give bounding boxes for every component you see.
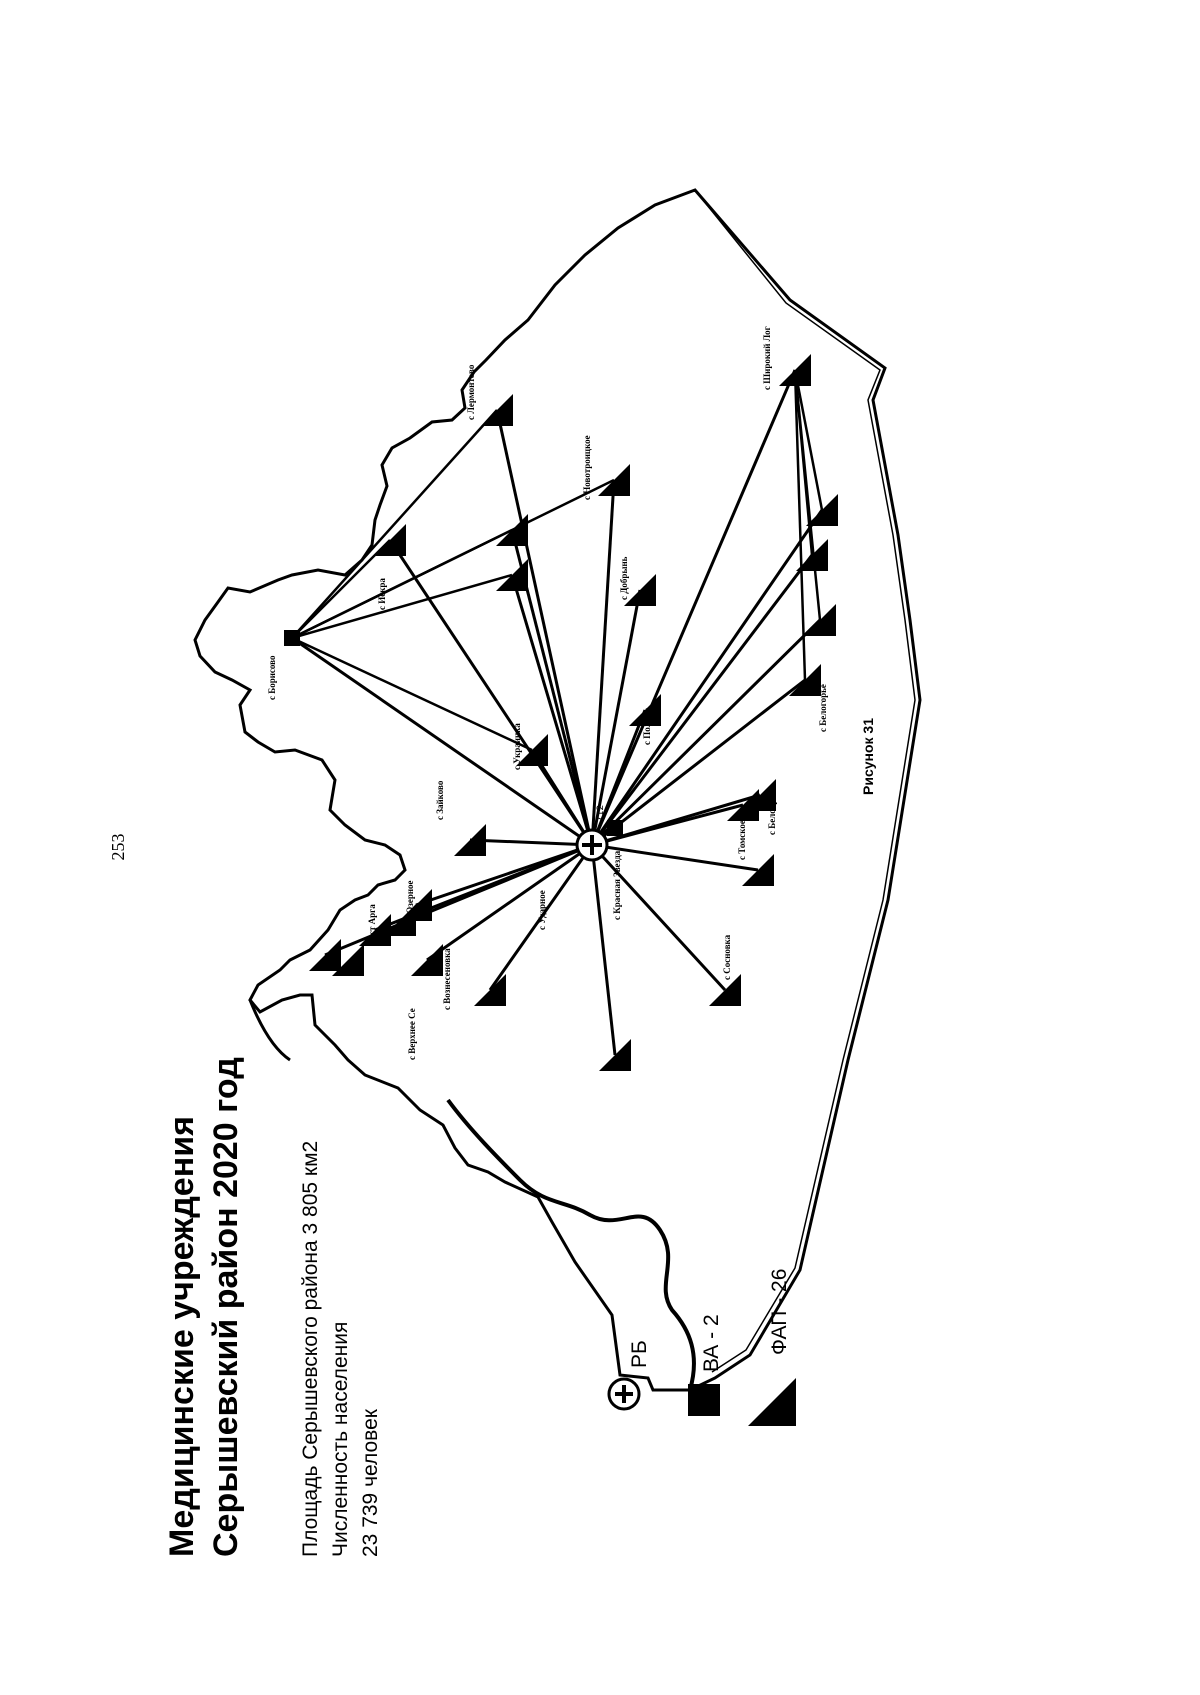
va-legend-icon: [688, 1384, 720, 1416]
river: [448, 1100, 694, 1390]
fap-legend-icon: [748, 1378, 796, 1426]
connection-line: [470, 840, 592, 845]
map-label: ст Арга: [367, 904, 377, 935]
fap-triangle: [481, 394, 513, 426]
map-label: с Зайково: [435, 780, 445, 820]
population-value: 23 739 человек: [359, 1409, 382, 1557]
title-line-2: Серышевский район 2020 год: [207, 1057, 245, 1557]
area-text: Площадь Серышевского района 3 805 км2: [299, 1140, 322, 1557]
connection-line: [416, 845, 592, 905]
fap-triangle: [727, 789, 759, 821]
district-info: [296, 1141, 386, 1557]
map-label: с Белоярово: [767, 785, 777, 835]
fap-triangle: [454, 824, 486, 856]
fap-triangle: [598, 464, 630, 496]
fap-triangle: [806, 494, 838, 526]
fap-triangle: [496, 514, 528, 546]
map-label: с Поляна: [642, 707, 652, 745]
map-label: с Ударное: [537, 890, 547, 930]
connection-line: [497, 410, 592, 845]
fap-triangle: [779, 354, 811, 386]
fap-triangle: [411, 944, 443, 976]
connection-line: [292, 638, 532, 750]
map-label: с Верхнее Се: [407, 1008, 417, 1060]
population-label: Численность населения: [329, 1321, 352, 1557]
va-marker: [607, 820, 623, 836]
map-label: с Широкий Лог: [762, 326, 772, 390]
connection-lines: [292, 370, 822, 1055]
va-marker: [284, 630, 300, 646]
page-number: 253: [108, 833, 128, 861]
legend-va-label: ВА - 2: [700, 1314, 723, 1372]
map-label: с Сосновка: [722, 934, 732, 980]
fap-markers: [309, 354, 838, 1071]
figure-caption: Рисунок 31: [860, 718, 876, 795]
map-label: с Белогорье: [818, 684, 828, 732]
map-label: с Озерное: [405, 880, 415, 920]
map-label: с Добрынь: [619, 556, 629, 600]
connection-line: [292, 410, 497, 638]
map-label: с Вознесеновка: [442, 948, 452, 1010]
connection-line: [512, 575, 592, 845]
map-label: с Искра: [377, 578, 387, 610]
legend-fap-label: ФАП - 26: [768, 1268, 791, 1355]
fap-triangle: [496, 559, 528, 591]
legend-rb-label: РБ: [628, 1340, 651, 1368]
rb-hub-marker: [577, 830, 607, 860]
map-label: с Красная Звезда: [612, 850, 622, 920]
hub-label: 712: [596, 804, 606, 822]
map-label: с Украинка: [512, 723, 522, 770]
page-title: [160, 1057, 248, 1557]
connection-line: [592, 370, 795, 845]
map-label: с Лермонтово: [466, 364, 476, 420]
fap-triangle: [474, 974, 506, 1006]
map-label: с Борисово: [267, 655, 277, 700]
map-label: с Томское: [737, 820, 747, 860]
rb-legend-icon: [606, 1376, 642, 1412]
title-line-1: Медицинские учреждения: [163, 1116, 201, 1557]
map-label: с Новотроицкое: [582, 435, 592, 500]
